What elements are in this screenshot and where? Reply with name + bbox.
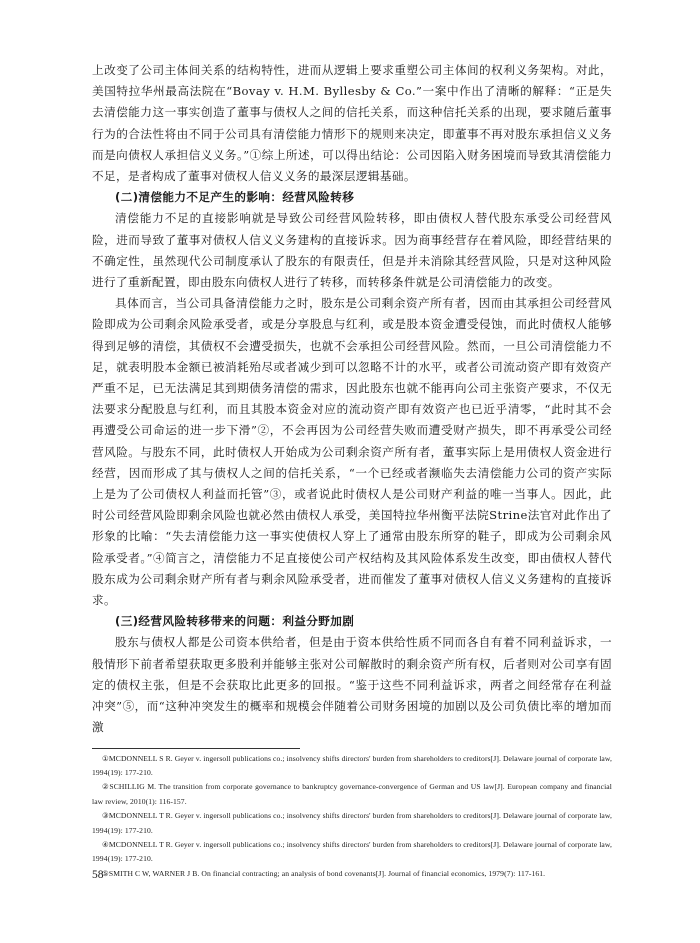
footnote: ②SCHILLIG M. The transition from corporate governance to bankruptcy governance-convergence of German and US law[J]. European company and financial law review, 2010(1): 116-157. bbox=[92, 782, 612, 806]
footnote-divider bbox=[92, 748, 300, 749]
footnote: ⑤SMITH C W, WARNER J B. On financial contracting; an analysis of bond covenants[J]. Journal of financial economics, 1979(7): 117-161. bbox=[102, 868, 546, 878]
body-paragraph: 股东与债权人都是公司资本供给者，但是由于资本供给性质不同而各自有着不同利益诉求，一般情形下前者希望获取更多股利并能够主张对公司解散时的剩余资产所有权，后者则对公司享有固定的债权主张，但是不会获取比此更多的回报。“鉴于这些不同利益诉求，两者之间经常存在利益冲突”⑤，而“这种冲突发生的概率和规模会伴随着公司财务困境的加剧以及公司负债比率的增加而激 bbox=[92, 635, 612, 735]
footnote: ③MCDONNELL T R. Geyer v. ingersoll publications co.; insolvency shifts directors' burden from shareholders to creditors[J]. Delaware journal of corporate law, 1994(19): 177-210. bbox=[92, 811, 612, 835]
section-heading: (二)清偿能力不足产生的影响：经营风险转移 bbox=[115, 190, 355, 205]
body-paragraph: 具体而言，当公司具备清偿能力之时，股东是公司剩余资产所有者，因而由其承担公司经营风险即成为公司剩余风险承受者，或是分享股息与红利，或是股本资金遭受侵蚀，而此时债权人能够得到足够的清偿，其债权不会遭受损失，也就不会承担公司经营风险。然而，一旦公司清偿能力不足，就表明股本金额已被消耗殆尽或者减少到可以忽略不计的水平，或者公司流动资产即有效资产严重不足，已无法满足其到期债务清偿的需求，因此股东也就不能再向公司主张资产要求，不仅无法要求分配股息与红利，而且其股本资金对应的流动资产即有效资产也已近乎清零，“此时其不会再遭受公司命运的进一步下滑”②，不会再因为公司经营失败而遭受财产损失，即不再承受公司经营风险。与股东不同，此时债权人开始成为公司剩余资产所有者，董事实际上是用债权人资金进行经营，因而形成了其与债权人之间的信托关系，“一个已经或者濒临失去清偿能力公司的资产实际上是为了公司债权人利益而托管”③，或者说此时债权人是公司财产利益的唯一当事人。因此，此时公司经营风险即剩余风险也就必然由债权人承受，美国特拉华州衡平法院Strine法官对此作出了形象的比喻：“失去清偿能力这一事实使债权人穿上了通常由股东所穿的鞋子，即成为公司剩余风险承受者。”④简言之，清偿能力不足直接使公司产权结构及其风险体系发生改变，即由债权人替代股东成为公司剩余财产所有者与剩余风险承受者，进而催发了董事对债权人信义义务建构的直接诉求。 bbox=[92, 296, 612, 608]
body-paragraph: 上改变了公司主体间关系的结构特性，进而从逻辑上要求重塑公司主体间的权利义务架构。对此，美国特拉华州最高法院在“Bovay v. H.M. Byllesby & Co.”一案中作出了清晰的解释：“正是失去清偿能力这一事实创造了董事与债权人之间的信托关系，而这种信托关系的出现，要求随后董事行为的合法性将由不同于公司具有清偿能力情形下的规则来决定，即董事不再对股东承担信义义务而是向债权人承担信义义务。”①综上所述，可以得出结论：公司因陷入财务困境而导致其清偿能力不足，是者构成了董事对债权人信义义务的最深层逻辑基础。 bbox=[92, 63, 612, 184]
page-number: 58 bbox=[92, 869, 104, 881]
section-heading: (三)经营风险转移带来的问题：利益分野加剧 bbox=[115, 614, 355, 629]
footnote: ①MCDONNELL S R. Geyer v. ingersoll publications co.; insolvency shifts directors' burden from shareholders to creditors[J]. Delaware journal of corporate law, 1994(19): 177-210. bbox=[92, 753, 612, 777]
footnote: ④MCDONNELL T R. Geyer v. ingersoll publications co.; insolvency shifts directors' burden from shareholders to creditors[J]. Delaware journal of corporate law, 1994(19): 177-210. bbox=[92, 839, 612, 864]
body-paragraph: 清偿能力不足的直接影响就是导致公司经营风险转移，即由债权人替代股东承受公司经营风险，进而导致了董事对债权人信义义务建构的直接诉求。因为商事经营存在着风险，即经营结果的不确定性，虽然现代公司制度承认了股东的有限责任，但是并未消除其经营风险，只是对这种风险进行了重新配置，即由股东向债权人进行了转移，而转移条件就是公司清偿能力的改变。 bbox=[92, 211, 612, 290]
page-body bbox=[92, 60, 612, 881]
